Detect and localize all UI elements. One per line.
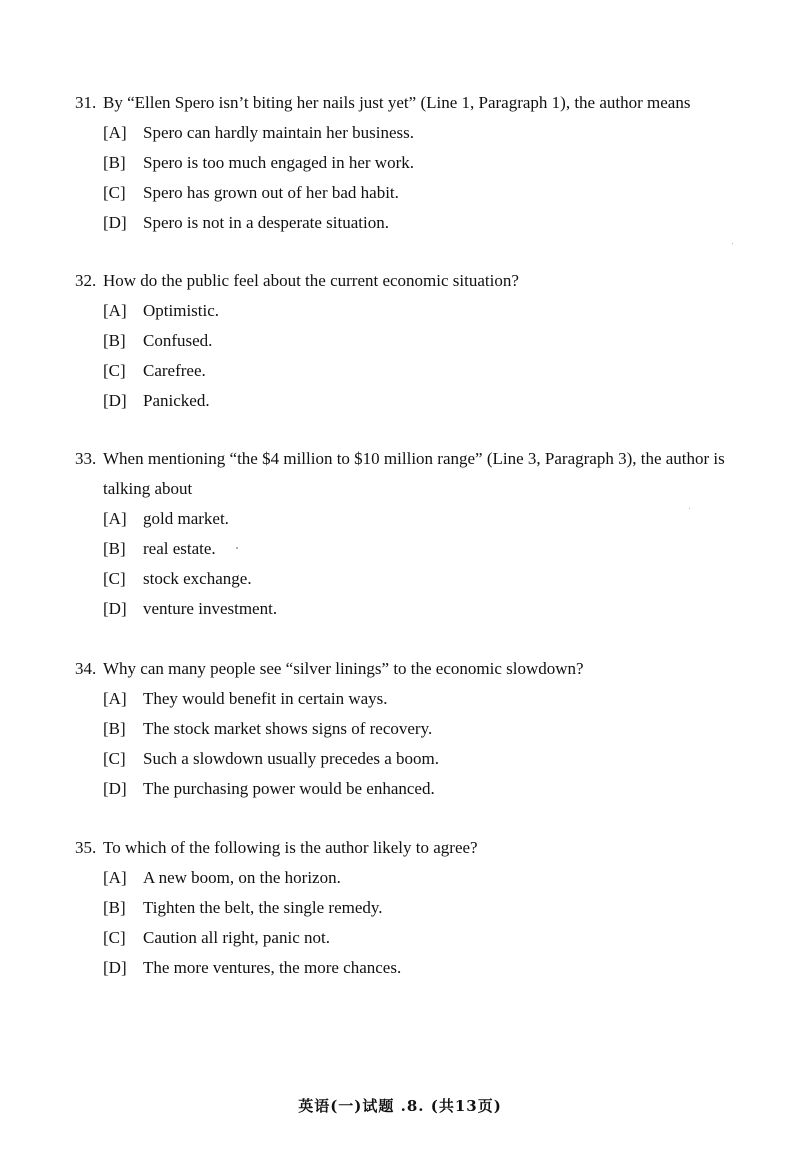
option-c <box>75 356 725 386</box>
scan-speck <box>689 508 690 509</box>
option-letter: [D] <box>103 958 127 977</box>
question-text: Why can many people see “silver linings” to the economic slowdown? <box>103 659 584 678</box>
question-number: 34. <box>75 659 97 678</box>
option-text: A new boom, on the horizon. <box>143 868 341 887</box>
question-text: When mentioning “the $4 million to $10 million range” (Line 3, Paragraph 3), the author is talking about <box>103 449 725 498</box>
option-letter: [A] <box>103 689 127 708</box>
question-text: How do the public feel about the current economic situation? <box>103 271 519 290</box>
option-text: gold market. <box>143 509 229 528</box>
scan-speck <box>732 243 733 244</box>
question-32 <box>75 266 725 416</box>
option-c <box>75 178 725 208</box>
option-letter: [C] <box>103 183 126 202</box>
option-text: Carefree. <box>143 361 206 380</box>
question-stem <box>75 833 725 863</box>
option-letter: [B] <box>103 153 126 172</box>
question-stem <box>75 444 725 504</box>
question-stem <box>75 654 725 684</box>
option-text: Optimistic. <box>143 301 220 320</box>
option-list <box>75 118 725 238</box>
option-list <box>75 863 725 983</box>
option-letter: [B] <box>103 331 126 350</box>
option-a <box>75 684 725 714</box>
question-35 <box>75 833 725 983</box>
option-text: The more ventures, the more chances. <box>143 958 402 977</box>
option-b <box>75 148 725 178</box>
option-text: Spero can hardly maintain her business. <box>143 123 414 142</box>
option-list <box>75 504 725 624</box>
option-letter: [C] <box>103 569 126 588</box>
option-text: Spero is not in a desperate situation. <box>143 213 389 232</box>
option-text: They would benefit in certain ways. <box>143 689 388 708</box>
option-letter: [A] <box>103 301 127 320</box>
option-c <box>75 564 725 594</box>
question-text: To which of the following is the author likely to agree? <box>103 838 478 857</box>
option-list <box>75 296 725 416</box>
scan-speck <box>236 547 238 549</box>
question-stem <box>75 266 725 296</box>
option-text: Spero is too much engaged in her work. <box>143 153 414 172</box>
option-b <box>75 534 725 564</box>
question-number: 35. <box>75 838 97 857</box>
option-letter: [C] <box>103 361 126 380</box>
option-text: Spero has grown out of her bad habit. <box>143 183 399 202</box>
option-d <box>75 953 725 983</box>
question-31 <box>75 88 725 238</box>
option-d <box>75 774 725 804</box>
option-text: Confused. <box>143 331 213 350</box>
option-d <box>75 594 725 624</box>
option-text: Such a slowdown usually precedes a boom. <box>143 749 440 768</box>
option-text: stock exchange. <box>143 569 252 588</box>
question-33 <box>75 444 725 624</box>
option-d <box>75 208 725 238</box>
question-number: 33. <box>75 449 97 468</box>
option-letter: [D] <box>103 213 127 232</box>
question-34 <box>75 654 725 804</box>
option-letter: [D] <box>103 779 127 798</box>
option-d <box>75 386 725 416</box>
option-text: The stock market shows signs of recovery. <box>143 719 433 738</box>
question-stem <box>75 88 725 118</box>
option-b <box>75 714 725 744</box>
option-letter: [B] <box>103 898 126 917</box>
option-a <box>75 504 725 534</box>
option-text: Tighten the belt, the single remedy. <box>143 898 383 917</box>
option-a <box>75 863 725 893</box>
question-number: 31. <box>75 93 97 112</box>
option-letter: [D] <box>103 599 127 618</box>
option-list <box>75 684 725 804</box>
question-text: By “Ellen Spero isn’t biting her nails just yet” (Line 1, Paragraph 1), the author means <box>103 93 691 112</box>
option-text: Panicked. <box>143 391 210 410</box>
option-text: venture investment. <box>143 599 278 618</box>
option-a <box>75 118 725 148</box>
option-letter: [A] <box>103 509 127 528</box>
option-letter: [A] <box>103 123 127 142</box>
option-c <box>75 923 725 953</box>
option-letter: [A] <box>103 868 127 887</box>
option-letter: [B] <box>103 719 126 738</box>
option-letter: [B] <box>103 539 126 558</box>
page-footer: 英语(一)试题 .8. (共13页) <box>298 1097 502 1115</box>
option-letter: [C] <box>103 749 126 768</box>
option-b <box>75 893 725 923</box>
option-b <box>75 326 725 356</box>
option-letter: [D] <box>103 391 127 410</box>
option-text: real estate. <box>143 539 216 558</box>
option-a <box>75 296 725 326</box>
option-text: Caution all right, panic not. <box>143 928 330 947</box>
option-letter: [C] <box>103 928 126 947</box>
question-number: 32. <box>75 271 97 290</box>
option-text: The purchasing power would be enhanced. <box>143 779 435 798</box>
option-c <box>75 744 725 774</box>
